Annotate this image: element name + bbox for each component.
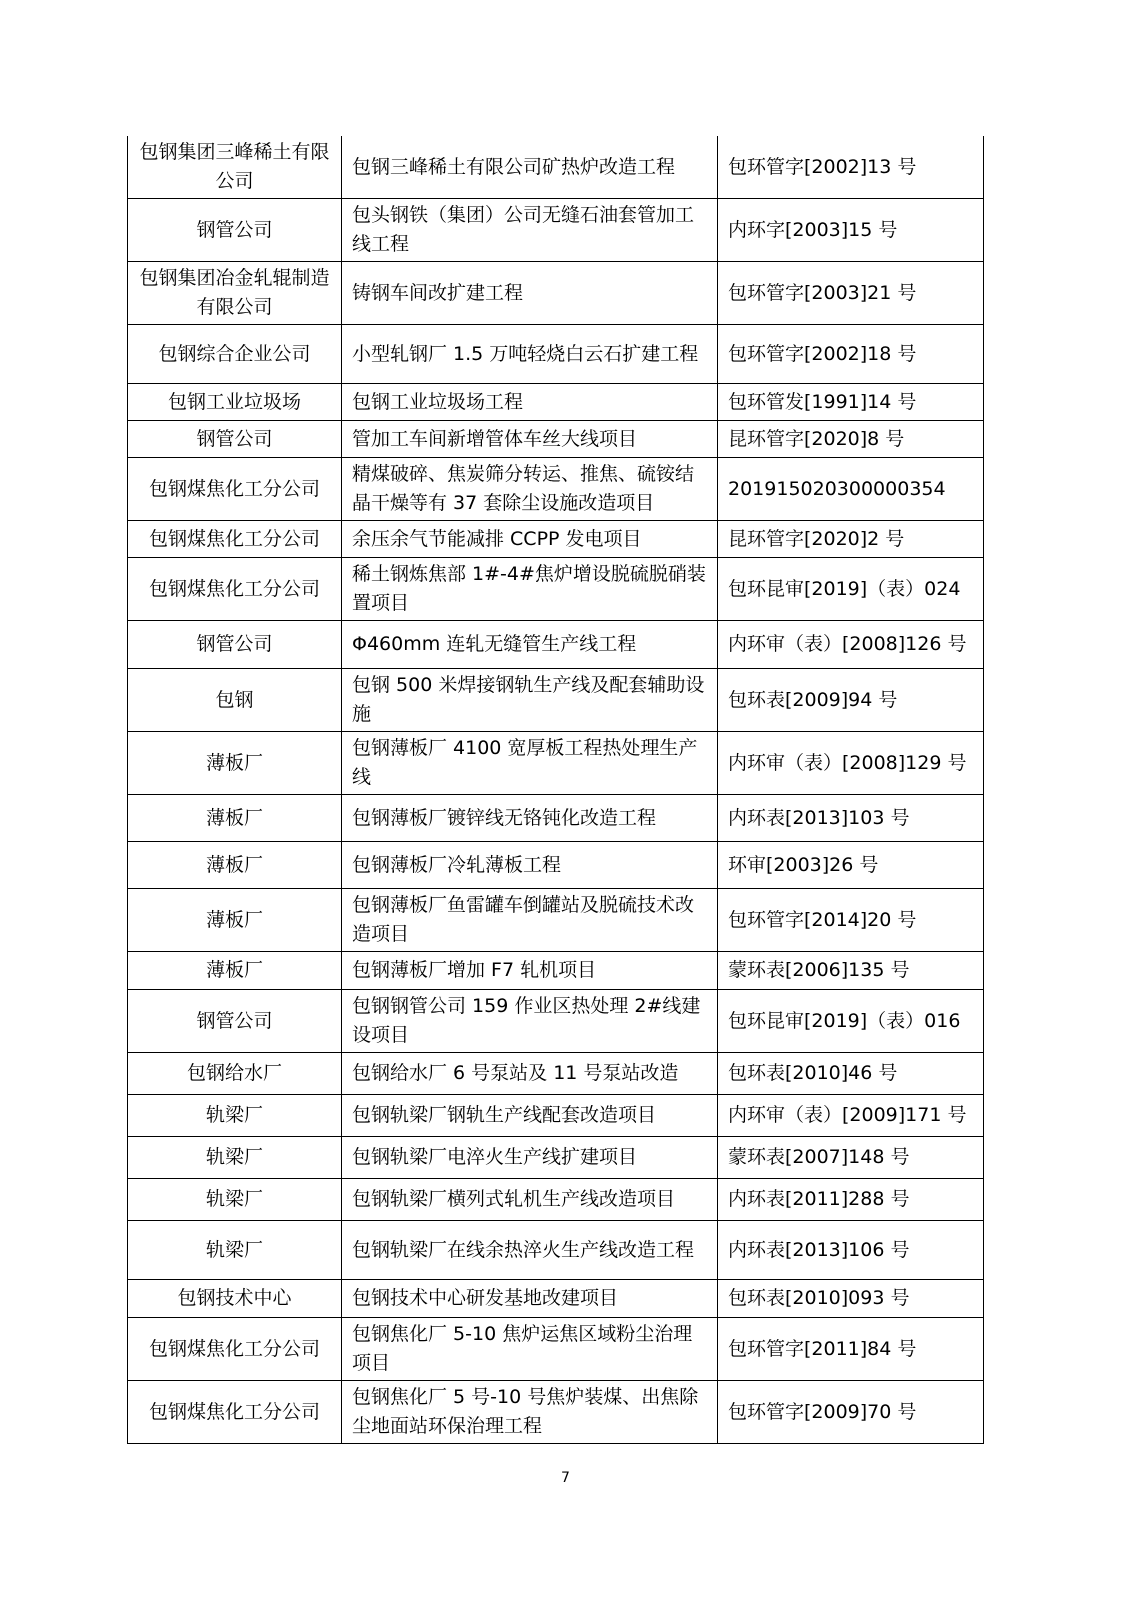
table-row [128, 325, 984, 384]
approval-doc-cell: 包环管字[2002]18 号 [718, 325, 984, 384]
project-table [127, 136, 984, 1444]
project-cell: 精煤破碎、焦炭筛分转运、推焦、硫铵结晶干燥等有 37 套除尘设施改造项目 [342, 458, 718, 521]
unit-cell: 钢管公司 [128, 199, 342, 262]
approval-doc-cell: 内环审（表）[2008]129 号 [718, 732, 984, 795]
project-cell: 包钢轨梁厂电淬火生产线扩建项目 [342, 1137, 718, 1179]
approval-doc-cell: 蒙环表[2007]148 号 [718, 1137, 984, 1179]
unit-cell: 轨梁厂 [128, 1137, 342, 1179]
project-cell: 管加工车间新增管体车丝大线项目 [342, 421, 718, 458]
unit-cell: 钢管公司 [128, 990, 342, 1053]
unit-cell: 包钢综合企业公司 [128, 325, 342, 384]
table-row [128, 669, 984, 732]
unit-cell: 包钢 [128, 669, 342, 732]
approval-doc-cell: 内环表[2013]106 号 [718, 1221, 984, 1280]
table-row [128, 621, 984, 669]
approval-doc-cell: 内环表[2013]103 号 [718, 795, 984, 842]
table-row [128, 199, 984, 262]
project-cell: 包钢给水厂 6 号泵站及 11 号泵站改造 [342, 1053, 718, 1095]
approval-doc-cell: 内环字[2003]15 号 [718, 199, 984, 262]
project-cell: 包钢薄板厂冷轧薄板工程 [342, 842, 718, 889]
project-cell: 包钢薄板厂镀锌线无铬钝化改造工程 [342, 795, 718, 842]
approval-doc-cell: 环审[2003]26 号 [718, 842, 984, 889]
project-cell: 包钢焦化厂 5 号-10 号焦炉装煤、出焦除尘地面站环保治理工程 [342, 1381, 718, 1444]
approval-doc-cell: 昆环管字[2020]2 号 [718, 521, 984, 558]
unit-cell: 包钢集团三峰稀土有限公司 [128, 136, 342, 199]
table-row [128, 1095, 984, 1137]
project-cell: 包钢轨梁厂横列式轧机生产线改造项目 [342, 1179, 718, 1221]
unit-cell: 钢管公司 [128, 421, 342, 458]
approval-doc-cell: 内环表[2011]288 号 [718, 1179, 984, 1221]
approval-doc-cell: 包环管发[1991]14 号 [718, 384, 984, 421]
approval-doc-cell: 包环管字[2014]20 号 [718, 889, 984, 952]
project-cell: 包钢钢管公司 159 作业区热处理 2#线建设项目 [342, 990, 718, 1053]
approval-doc-cell: 201915020300000354 [718, 458, 984, 521]
approval-doc-cell: 包环昆审[2019]（表）024 [718, 558, 984, 621]
project-cell: 包钢轨梁厂钢轨生产线配套改造项目 [342, 1095, 718, 1137]
approval-doc-cell: 包环表[2010]46 号 [718, 1053, 984, 1095]
table-row [128, 1053, 984, 1095]
approval-doc-cell: 蒙环表[2006]135 号 [718, 952, 984, 990]
project-cell: 铸钢车间改扩建工程 [342, 262, 718, 325]
project-cell: 包钢薄板厂增加 F7 轧机项目 [342, 952, 718, 990]
table-row [128, 384, 984, 421]
unit-cell: 包钢煤焦化工分公司 [128, 558, 342, 621]
approval-doc-cell: 包环表[2009]94 号 [718, 669, 984, 732]
table-row [128, 732, 984, 795]
table-row [128, 262, 984, 325]
project-cell: Φ460mm 连轧无缝管生产线工程 [342, 621, 718, 669]
table-row [128, 521, 984, 558]
approval-doc-cell: 包环昆审[2019]（表）016 [718, 990, 984, 1053]
unit-cell: 钢管公司 [128, 621, 342, 669]
unit-cell: 薄板厂 [128, 842, 342, 889]
unit-cell: 包钢煤焦化工分公司 [128, 1381, 342, 1444]
unit-cell: 包钢煤焦化工分公司 [128, 458, 342, 521]
approval-doc-cell: 内环审（表）[2009]171 号 [718, 1095, 984, 1137]
unit-cell: 包钢给水厂 [128, 1053, 342, 1095]
table-row [128, 990, 984, 1053]
table-row [128, 1280, 984, 1318]
table-row [128, 1137, 984, 1179]
project-cell: 包头钢铁（集团）公司无缝石油套管加工线工程 [342, 199, 718, 262]
unit-cell: 轨梁厂 [128, 1179, 342, 1221]
project-cell: 包钢薄板厂鱼雷罐车倒罐站及脱硫技术改造项目 [342, 889, 718, 952]
unit-cell: 薄板厂 [128, 889, 342, 952]
unit-cell: 包钢煤焦化工分公司 [128, 1318, 342, 1381]
project-cell: 包钢焦化厂 5-10 焦炉运焦区域粉尘治理项目 [342, 1318, 718, 1381]
project-cell: 小型轧钢厂 1.5 万吨轻烧白云石扩建工程 [342, 325, 718, 384]
project-cell: 包钢薄板厂 4100 宽厚板工程热处理生产线 [342, 732, 718, 795]
unit-cell: 包钢工业垃圾场 [128, 384, 342, 421]
unit-cell: 包钢煤焦化工分公司 [128, 521, 342, 558]
table-row [128, 1179, 984, 1221]
approval-doc-cell: 包环管字[2002]13 号 [718, 136, 984, 199]
unit-cell: 轨梁厂 [128, 1095, 342, 1137]
table-row [128, 1318, 984, 1381]
unit-cell: 包钢集团冶金轧辊制造有限公司 [128, 262, 342, 325]
project-cell: 包钢轨梁厂在线余热淬火生产线改造工程 [342, 1221, 718, 1280]
unit-cell: 包钢技术中心 [128, 1280, 342, 1318]
page-number: 7 [561, 1470, 570, 1486]
table-row [128, 842, 984, 889]
approval-doc-cell: 昆环管字[2020]8 号 [718, 421, 984, 458]
project-cell: 稀土钢炼焦部 1#-4#焦炉增设脱硫脱硝装置项目 [342, 558, 718, 621]
table-row [128, 1381, 984, 1444]
unit-cell: 轨梁厂 [128, 1221, 342, 1280]
table-row [128, 421, 984, 458]
unit-cell: 薄板厂 [128, 795, 342, 842]
table-row [128, 952, 984, 990]
project-cell: 包钢工业垃圾场工程 [342, 384, 718, 421]
table-row [128, 795, 984, 842]
project-cell: 包钢技术中心研发基地改建项目 [342, 1280, 718, 1318]
unit-cell: 薄板厂 [128, 732, 342, 795]
table-row [128, 136, 984, 199]
project-cell: 包钢三峰稀土有限公司矿热炉改造工程 [342, 136, 718, 199]
approval-doc-cell: 包环管字[2011]84 号 [718, 1318, 984, 1381]
unit-cell: 薄板厂 [128, 952, 342, 990]
table-row [128, 1221, 984, 1280]
approval-doc-cell: 包环管字[2003]21 号 [718, 262, 984, 325]
table-row [128, 558, 984, 621]
approval-doc-cell: 内环审（表）[2008]126 号 [718, 621, 984, 669]
table-row [128, 889, 984, 952]
approval-doc-cell: 包环表[2010]093 号 [718, 1280, 984, 1318]
table-body [128, 136, 984, 1444]
table-row [128, 458, 984, 521]
project-cell: 余压余气节能减排 CCPP 发电项目 [342, 521, 718, 558]
project-cell: 包钢 500 米焊接钢轨生产线及配套辅助设施 [342, 669, 718, 732]
approval-doc-cell: 包环管字[2009]70 号 [718, 1381, 984, 1444]
